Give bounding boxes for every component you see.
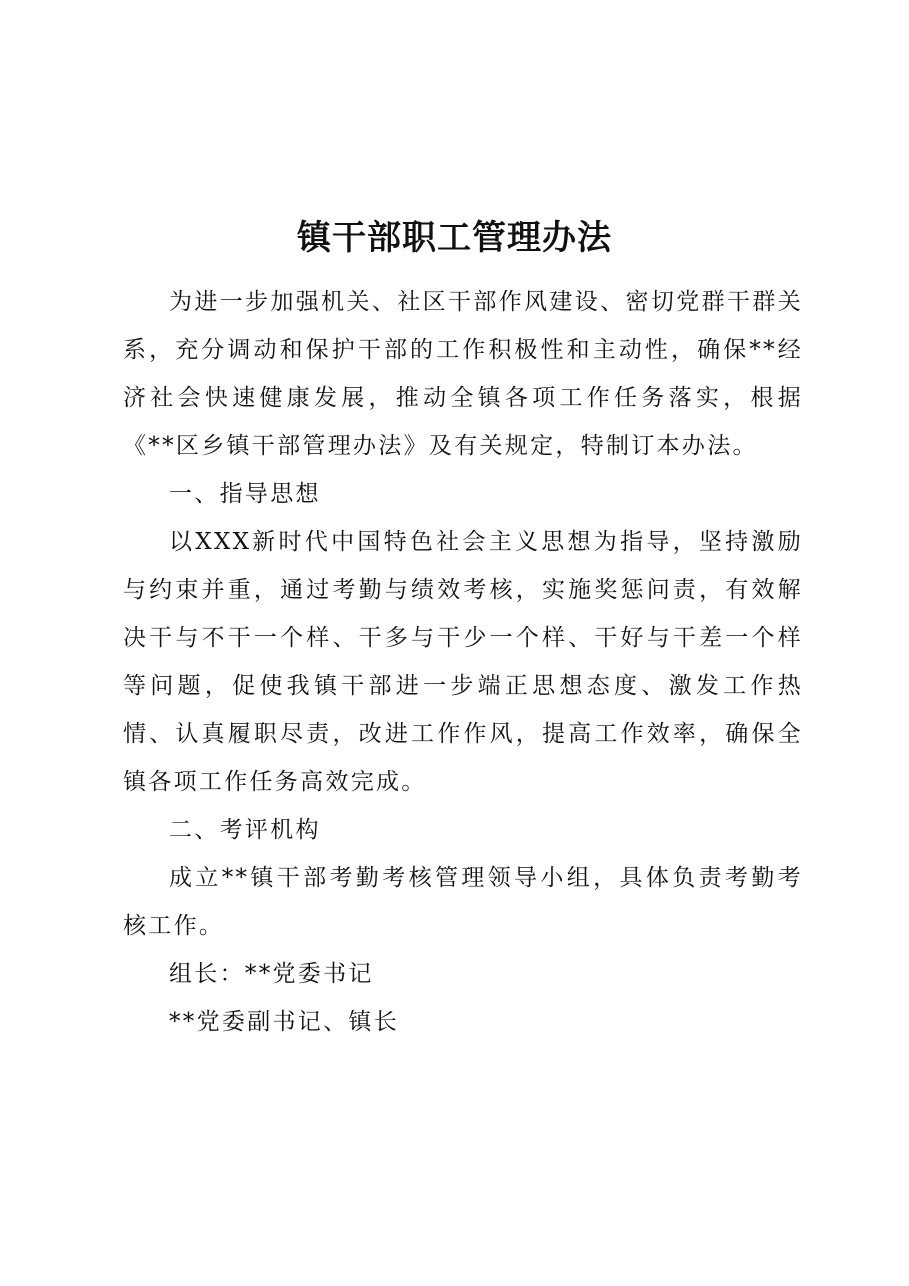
document-title: 镇干部职工管理办法 xyxy=(297,217,612,258)
group-leader-line: 组长：**党委书记 xyxy=(169,961,374,987)
guiding-thought-paragraph: 以XXX新时代中国特色社会主义思想为指导，坚持激励与约束并重，通过考勤与绩效考核，实施奖惩问责，有效解决干与不干一个样、干多与干少一个样、干好与干差一个样等问题，促使我镇干部进一步端正思想态度、激发工作热情、认真履职尽责，改进工作作风，提高工作效率，确保全镇各项工作任务高效完成。 xyxy=(123,529,803,795)
deputy-leader-line: **党委副书记、镇长 xyxy=(169,1009,399,1035)
intro-paragraph: 为进一步加强机关、社区干部作风建设、密切党群干群关系，充分调动和保护干部的工作积极性和主动性，确保**经济社会快速健康发展，推动全镇各项工作任务落实，根据《**区乡镇干部管理办法》及有关规定，特制订本办法。 xyxy=(123,289,803,459)
document-body xyxy=(123,278,803,1046)
section-heading-guiding-thought: 一、指导思想 xyxy=(169,481,321,507)
section-heading-evaluation-body: 二、考评机构 xyxy=(169,817,321,843)
evaluation-body-paragraph: 成立**镇干部考勤考核管理领导小组，具体负责考勤考核工作。 xyxy=(123,865,803,939)
